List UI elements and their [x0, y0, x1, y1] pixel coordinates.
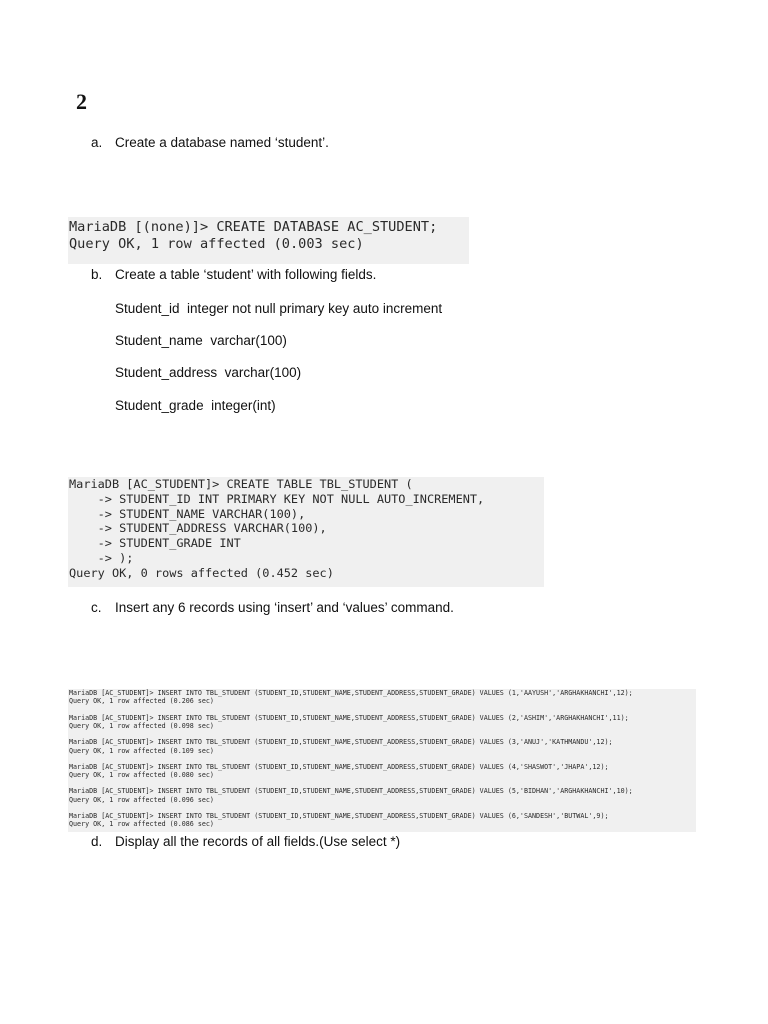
code-line: Query OK, 1 row affected (0.206 sec)	[69, 697, 214, 706]
question-a-text: Create a database named ‘student’.	[115, 135, 329, 150]
code-line: Query OK, 0 rows affected (0.452 sec)	[69, 565, 334, 580]
code-line: Query OK, 1 row affected (0.109 sec)	[69, 746, 214, 755]
question-b	[91, 266, 376, 284]
code-line: MariaDB [AC_STUDENT]> INSERT INTO TBL_STUDENT (STUDENT_ID,STUDENT_NAME,STUDENT_ADDRESS,STUDENT_GRADE) VALUES (2,'ASHIM','ARGHAKHANCHI',11);	[69, 713, 629, 722]
insert-record	[69, 689, 696, 706]
question-c-letter: c.	[91, 600, 102, 615]
question-d-text: Display all the records of all fields.(Use select *)	[115, 834, 401, 849]
question-d-letter: d.	[91, 834, 103, 849]
code-line: MariaDB [AC_STUDENT]> INSERT INTO TBL_STUDENT (STUDENT_ID,STUDENT_NAME,STUDENT_ADDRESS,STUDENT_GRADE) VALUES (3,'ANUJ','KATHMANDU',12);	[69, 738, 613, 747]
code-line: -> STUDENT_ADDRESS VARCHAR(100),	[69, 521, 327, 536]
code-line: MariaDB [AC_STUDENT]> CREATE TABLE TBL_STUDENT (	[69, 477, 413, 491]
code-line: MariaDB [AC_STUDENT]> INSERT INTO TBL_STUDENT (STUDENT_ID,STUDENT_NAME,STUDENT_ADDRESS,STUDENT_GRADE) VALUES (6,'SANDESH','BUTWAL',9);	[69, 812, 609, 821]
screenshot-create-database	[68, 217, 469, 264]
field-student-grade: Student_grade integer(int)	[115, 398, 276, 413]
code-line: -> STUDENT_GRADE INT	[69, 536, 241, 550]
code-line: Query OK, 1 row affected (0.098 sec)	[69, 722, 214, 731]
question-c	[91, 599, 454, 617]
screenshot-create-table	[68, 477, 544, 587]
insert-record	[69, 812, 696, 829]
insert-record	[69, 714, 696, 731]
code-line: Query OK, 1 row affected (0.080 sec)	[69, 771, 214, 780]
code-line: MariaDB [AC_STUDENT]> INSERT INTO TBL_STUDENT (STUDENT_ID,STUDENT_NAME,STUDENT_ADDRESS,STUDENT_GRADE) VALUES (4,'SHASWOT','JHAPA',12);	[69, 762, 609, 771]
question-number-heading: 2	[76, 89, 87, 114]
question-a-letter: a.	[91, 135, 103, 150]
code-line: -> );	[69, 550, 134, 565]
question-b-letter: b.	[91, 267, 103, 282]
code-line: Query OK, 1 row affected (0.096 sec)	[69, 795, 214, 804]
code-line: MariaDB [AC_STUDENT]> INSERT INTO TBL_STUDENT (STUDENT_ID,STUDENT_NAME,STUDENT_ADDRESS,STUDENT_GRADE) VALUES (1,'AAYUSH','ARGHAKHANCHI',12);	[69, 689, 633, 697]
code-line: MariaDB [(none)]> CREATE DATABASE AC_STUDENT;	[69, 219, 438, 235]
code-line: -> STUDENT_ID INT PRIMARY KEY NOT NULL AUTO_INCREMENT,	[69, 491, 485, 506]
insert-record	[69, 763, 696, 780]
code-line: Query OK, 1 row affected (0.086 sec)	[69, 820, 214, 829]
question-c-text: Insert any 6 records using ‘insert’ and ‘values’ command.	[115, 600, 454, 615]
code-line: Query OK, 1 row affected (0.003 sec)	[69, 236, 364, 252]
code-line: -> STUDENT_NAME VARCHAR(100),	[69, 506, 306, 521]
field-student-id: Student_id integer not null primary key auto increment	[115, 301, 443, 316]
question-a	[91, 134, 329, 152]
field-student-name: Student_name varchar(100)	[115, 333, 287, 348]
insert-record	[69, 738, 696, 755]
question-b-text: Create a table ‘student’ with following fields.	[115, 267, 377, 282]
insert-record	[69, 787, 696, 804]
code-line: MariaDB [AC_STUDENT]> INSERT INTO TBL_STUDENT (STUDENT_ID,STUDENT_NAME,STUDENT_ADDRESS,STUDENT_GRADE) VALUES (5,'BIDHAN','ARGHAKHANCHI',10);	[69, 787, 633, 796]
field-student-address: Student_address varchar(100)	[115, 365, 302, 380]
screenshot-insert-records	[68, 689, 696, 832]
question-d	[91, 833, 400, 851]
